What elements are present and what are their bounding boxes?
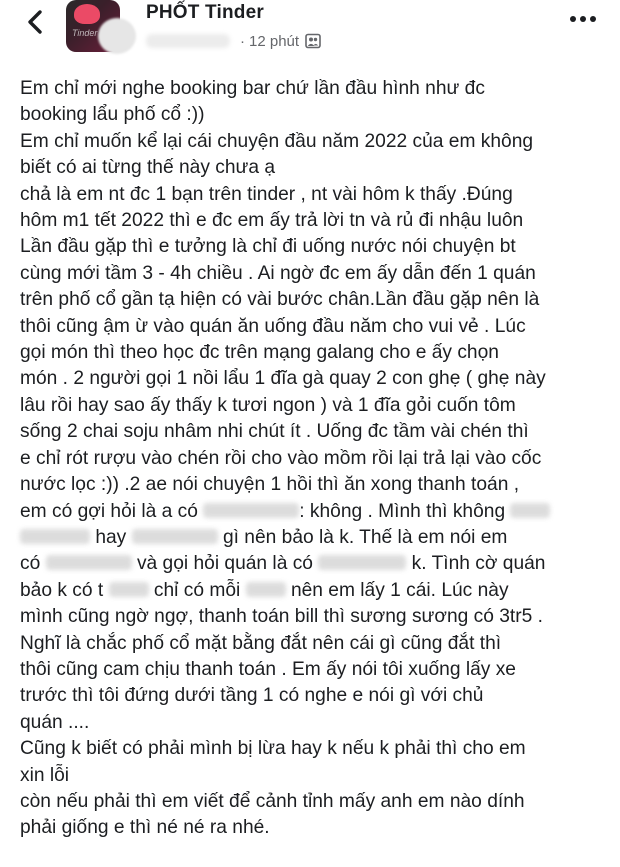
author-name-blurred[interactable]	[146, 34, 230, 48]
post-line: thôi cũng cam chịu thanh toán . Em ấy nói tôi xuống lấy xe	[20, 658, 516, 680]
ellipsis-icon	[568, 12, 598, 26]
post-line: trên phố cổ gần tạ hiện có vài bước chân.Lần đầu gặp nên là	[20, 289, 540, 311]
friends-group-icon	[305, 33, 321, 49]
post-line: mình cũng ngờ ngợ, thanh toán bill thì sương sương có 3tr5 .	[20, 606, 543, 628]
post-line: còn nếu phải thì em viết để cảnh tỉnh mấy anh em nào dính	[20, 790, 525, 812]
post-line: booking lẩu phố cổ :))	[20, 104, 205, 126]
post-line: Nghĩ là chắc phố cổ mặt bằng đắt nên cái gì cũng đắt thì	[20, 632, 502, 654]
redacted-text	[46, 555, 132, 570]
post-text: : không . Mình thì không	[299, 500, 506, 522]
post-line: Lần đầu gặp thì e tưởng là chỉ đi uống nước nói chuyện bt	[20, 236, 516, 258]
post-line: nước lọc :)) .2 ae nói chuyện 1 hồi thì ăn xong thanh toán ,	[20, 474, 520, 496]
post-text: chỉ có mỗi	[153, 579, 241, 601]
post-text: k. Tình cờ quán	[411, 553, 546, 575]
author-avatar-blurred[interactable]	[98, 18, 136, 54]
post-line: xin lỗi	[20, 764, 70, 786]
post-line: lâu rồi hay sao ấy thấy k tươi ngon ) và 1 đĩa gỏi cuốn tôm	[20, 394, 516, 416]
post-text: và gọi hỏi quán là có	[136, 553, 313, 575]
post-line	[20, 578, 612, 604]
post-text: nên em lấy 1 cái. Lúc này	[290, 579, 509, 601]
post-line: e chỉ rót rượu vào chén rồi cho vào mồm rồi lại trả lại vào cốc	[20, 447, 542, 469]
post-line	[20, 551, 612, 577]
post-line: chả là em nt đc 1 bạn trên tinder , nt vài hôm k thấy .Đúng	[20, 183, 513, 205]
post-line: hôm m1 tết 2022 thì e đc em ấy trả lời tn và rủ đi nhậu luôn	[20, 210, 524, 232]
redacted-text	[132, 529, 218, 544]
post-line: món . 2 người gọi 1 nồi lẩu 1 đĩa gà quay 2 con ghẹ ( ghẹ này	[20, 368, 546, 390]
post-line: gọi món thì theo học đc trên mạng galang cho e ấy chọn	[20, 342, 499, 364]
post-line: Em chỉ mới nghe booking bar chứ lần đầu hình như đc	[20, 78, 485, 99]
post-text: hay	[95, 526, 127, 548]
more-options-button[interactable]	[568, 12, 598, 26]
post-time[interactable]: 12 phút	[249, 32, 300, 50]
post-line: thôi cũng ậm ừ vào quán ăn uống đầu năm cho vui vẻ . Lúc	[20, 315, 526, 337]
redacted-text	[20, 529, 90, 544]
post-meta	[146, 31, 321, 51]
post-text: em có gợi hỏi là a có	[20, 500, 198, 522]
post-header	[0, 0, 620, 62]
post-line: trước thì tôi đứng dưới tầng 1 có nghe e nói gì với chủ	[20, 685, 484, 707]
redacted-text	[109, 582, 149, 597]
post-line: biết có ai từng thế này chưa ạ	[20, 157, 276, 179]
post-text: có	[20, 553, 41, 575]
page-name[interactable]: PHỐT Tinder	[146, 2, 264, 23]
redacted-text	[510, 503, 550, 518]
post-text: gì nên bảo là k. Thế là em nói em	[222, 526, 508, 548]
post-line: phải giống e thì né né ra nhé.	[20, 817, 270, 839]
post-line: sống 2 chai soju nhâm nhi chút ít . Uống đc tầm vài chén thì	[20, 421, 529, 443]
post-line: Cũng k biết có phải mình bị lừa hay k nếu k phải thì cho em	[20, 738, 526, 760]
redacted-text	[246, 582, 286, 597]
post-line	[20, 525, 612, 551]
meta-separator: ·	[240, 32, 245, 50]
avatar-word: Tinder	[72, 28, 98, 38]
redacted-text	[203, 503, 299, 518]
post-line	[20, 499, 612, 525]
post-text: bảo k có t	[20, 579, 104, 601]
post-line: quán ....	[20, 711, 90, 733]
post-body	[20, 76, 612, 842]
post-line: cùng mới tầm 3 - 4h chiều . Ai ngờ đc em ấy dẫn đến 1 quán	[20, 262, 536, 284]
chevron-left-icon	[22, 8, 50, 36]
tinder-flame-icon	[74, 4, 100, 24]
back-button[interactable]	[22, 8, 50, 36]
post-line: Em chỉ muốn kể lại cái chuyện đầu năm 2022 của em không	[20, 130, 534, 152]
redacted-text	[318, 555, 406, 570]
